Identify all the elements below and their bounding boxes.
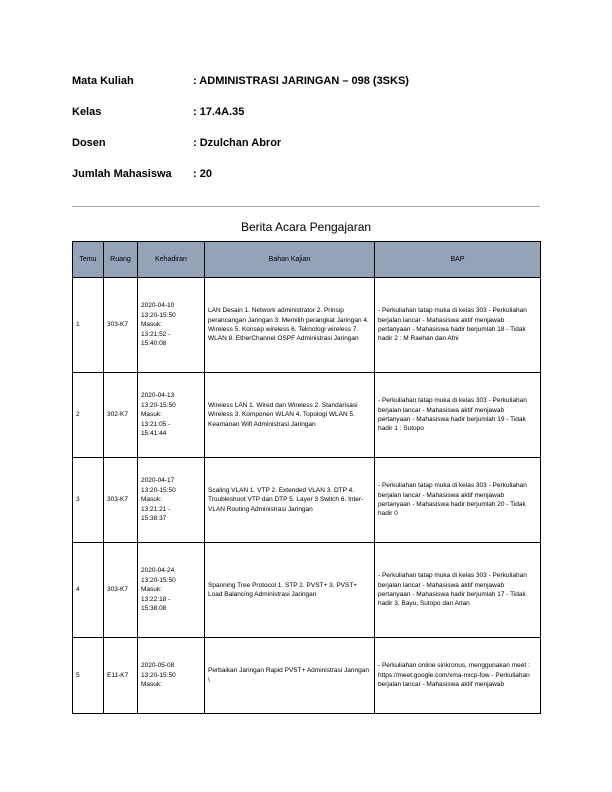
lecturer-value: : Dzulchan Abror [193,137,282,149]
attendance-end: 15:38:08 [141,605,167,613]
attendance-date: 2020-04-24 [141,567,175,575]
attendance-start: 13:21:52 - [141,330,171,338]
attendance-in-label: Masuk: [141,586,162,594]
attendance-schedule: 13:20-15:50 [141,311,176,319]
attendance-date: 2020-04-13 [141,392,175,400]
col-header-bahan-kajian: Bahan Kajian [205,242,375,278]
cell-ruang: 302-K7 [104,373,138,458]
attendance-in-label: Masuk: [141,496,162,504]
students-value: : 20 [193,168,212,180]
students-label: Jumlah Mahasiswa [72,168,172,180]
cell-bap: - Perkuliahan tatap muka di kelas 303 - Perkuliahan berjalan lancar - Mahasiswa aktif menjawab pertanyaan - Mahasiswa hadir berjumlah 17 - Tidak hadir 3, Bayu, Sutopo dan Arlan [375,543,541,638]
col-header-bap: BAP [375,242,541,278]
attendance-schedule: 13:20-15:50 [141,401,176,409]
class-value: : 17.4A.35 [193,106,245,118]
cell-ruang: 303-K7 [104,543,138,638]
cell-temu: 1 [73,278,104,373]
cell-kehadiran [138,638,205,714]
cell-ruang: 303-K7 [104,278,138,373]
course-label: Mata Kuliah [72,75,134,87]
attendance-schedule: 13:20-15:50 [141,486,176,494]
cell-bahan-kajian: Spanning Tree Protocol 1. STP 2. PVST+ 3. PVST+ Load Balancing Administrasi Jaringan [205,543,375,638]
class-label: Kelas [72,106,102,118]
attendance-start: 13:21:05 - [141,420,171,428]
cell-temu: 2 [73,373,104,458]
attendance-date: 2020-04-17 [141,477,175,485]
course-value: : ADMINISTRASI JARINGAN – 098 (3SKS) [193,75,409,87]
attendance-start: 13:22:18 - [141,595,171,603]
table-row [73,278,541,373]
attendance-end: 15:40:08 [141,340,167,348]
cell-bahan-kajian: LAN Desain 1. Network administrator 2. Prinsip perancangan Jaringan 3. Memilih perangkat Jaringan 4. Wireless 5. Konsep wireless 6. Teknologi wireless 7. WLAN 8. EtherChannel OSPF Administrasi Jaringan [205,278,375,373]
cell-kehadiran [138,458,205,543]
col-header-temu: Temu [73,242,104,278]
table-header-row [73,242,541,278]
col-header-kehadiran: Kehadiran [138,242,205,278]
section-title: Berita Acara Pengajaran [240,220,372,234]
table-row [73,373,541,458]
table-row [73,458,541,543]
cell-kehadiran [138,373,205,458]
cell-bahan-kajian: Scaling VLAN 1. VTP 2. Extended VLAN 3. DTP 4. Troubleshoot VTP dan DTP 5. Layer 3 Switch 6. Inter-VLAN Routing Administrasi Jaringan [205,458,375,543]
attendance-date: 2020-05-08 [141,662,175,670]
cell-temu: 3 [73,458,104,543]
cell-bap: - Perkuliahan online sinkronus, menggunakan meet : https://meet.google.com/xma-nxcp-fow - Perkuliahan berjalan lancar - Mahasiswa aktif menjawab [375,638,541,714]
cell-kehadiran [138,543,205,638]
cell-bap: - Perkuliahan tatap muka di kelas 303 - Perkuliahan berjalan lancar - Mahasiswa aktif menjawab pertanyaan - Mahasiswa hadir berjumlah 19 - Tidak hadir 1 : Sutopo [375,373,541,458]
cell-temu: 4 [73,543,104,638]
cell-temu: 5 [73,638,104,714]
cell-ruang: E11-K7 [104,638,138,714]
teaching-record-table [72,241,541,714]
cell-bahan-kajian: Perbaikan Jaringan Rapid PVST+ Administrasi Jaringan \ [205,638,375,714]
cell-bahan-kajian: Wireless LAN 1. Wired dan Wireless 2. Standarisasi Wireless 3. Komponen WLAN 4. Topologi WLAN 5. Keamanan Wifi Administrasi Jaringan [205,373,375,458]
attendance-end: 15:38:37 [141,515,167,523]
cell-ruang: 303-K7 [104,458,138,543]
cell-kehadiran [138,278,205,373]
attendance-end: 15:41:44 [141,430,167,438]
attendance-schedule: 13:20-15:50 [141,576,176,584]
attendance-date: 2020-04-10 [141,302,175,310]
lecturer-label: Dosen [72,137,106,149]
cell-bap: - Perkuliahan tatap muka di kelas 303 - Perkuliahan berjalan lancar - Mahasiswa aktif menjawab pertanyaan - Mahasiswa hadir berjumlah 18 - Tidak hadir 2 : M Raehan dan Afni [375,278,541,373]
attendance-in-label: Masuk: [141,321,162,329]
attendance-start: 13:21:21 - [141,505,171,513]
table-row [73,543,541,638]
attendance-in-label: Masuk: [141,411,162,419]
attendance-schedule: 13:20-15:50 [141,671,176,679]
cell-bap: - Perkuliahan tatap muka di kelas 303 - Perkuliahan berjalan lancar - Mahasiswa aktif menjawab pertanyaan - Mahasiswa hadir berjumlah 20 - Tidak hadir 0 [375,458,541,543]
col-header-ruang: Ruang [104,242,138,278]
divider [72,206,540,207]
attendance-in-label: Masuk: [141,681,162,689]
table-row [73,638,541,714]
